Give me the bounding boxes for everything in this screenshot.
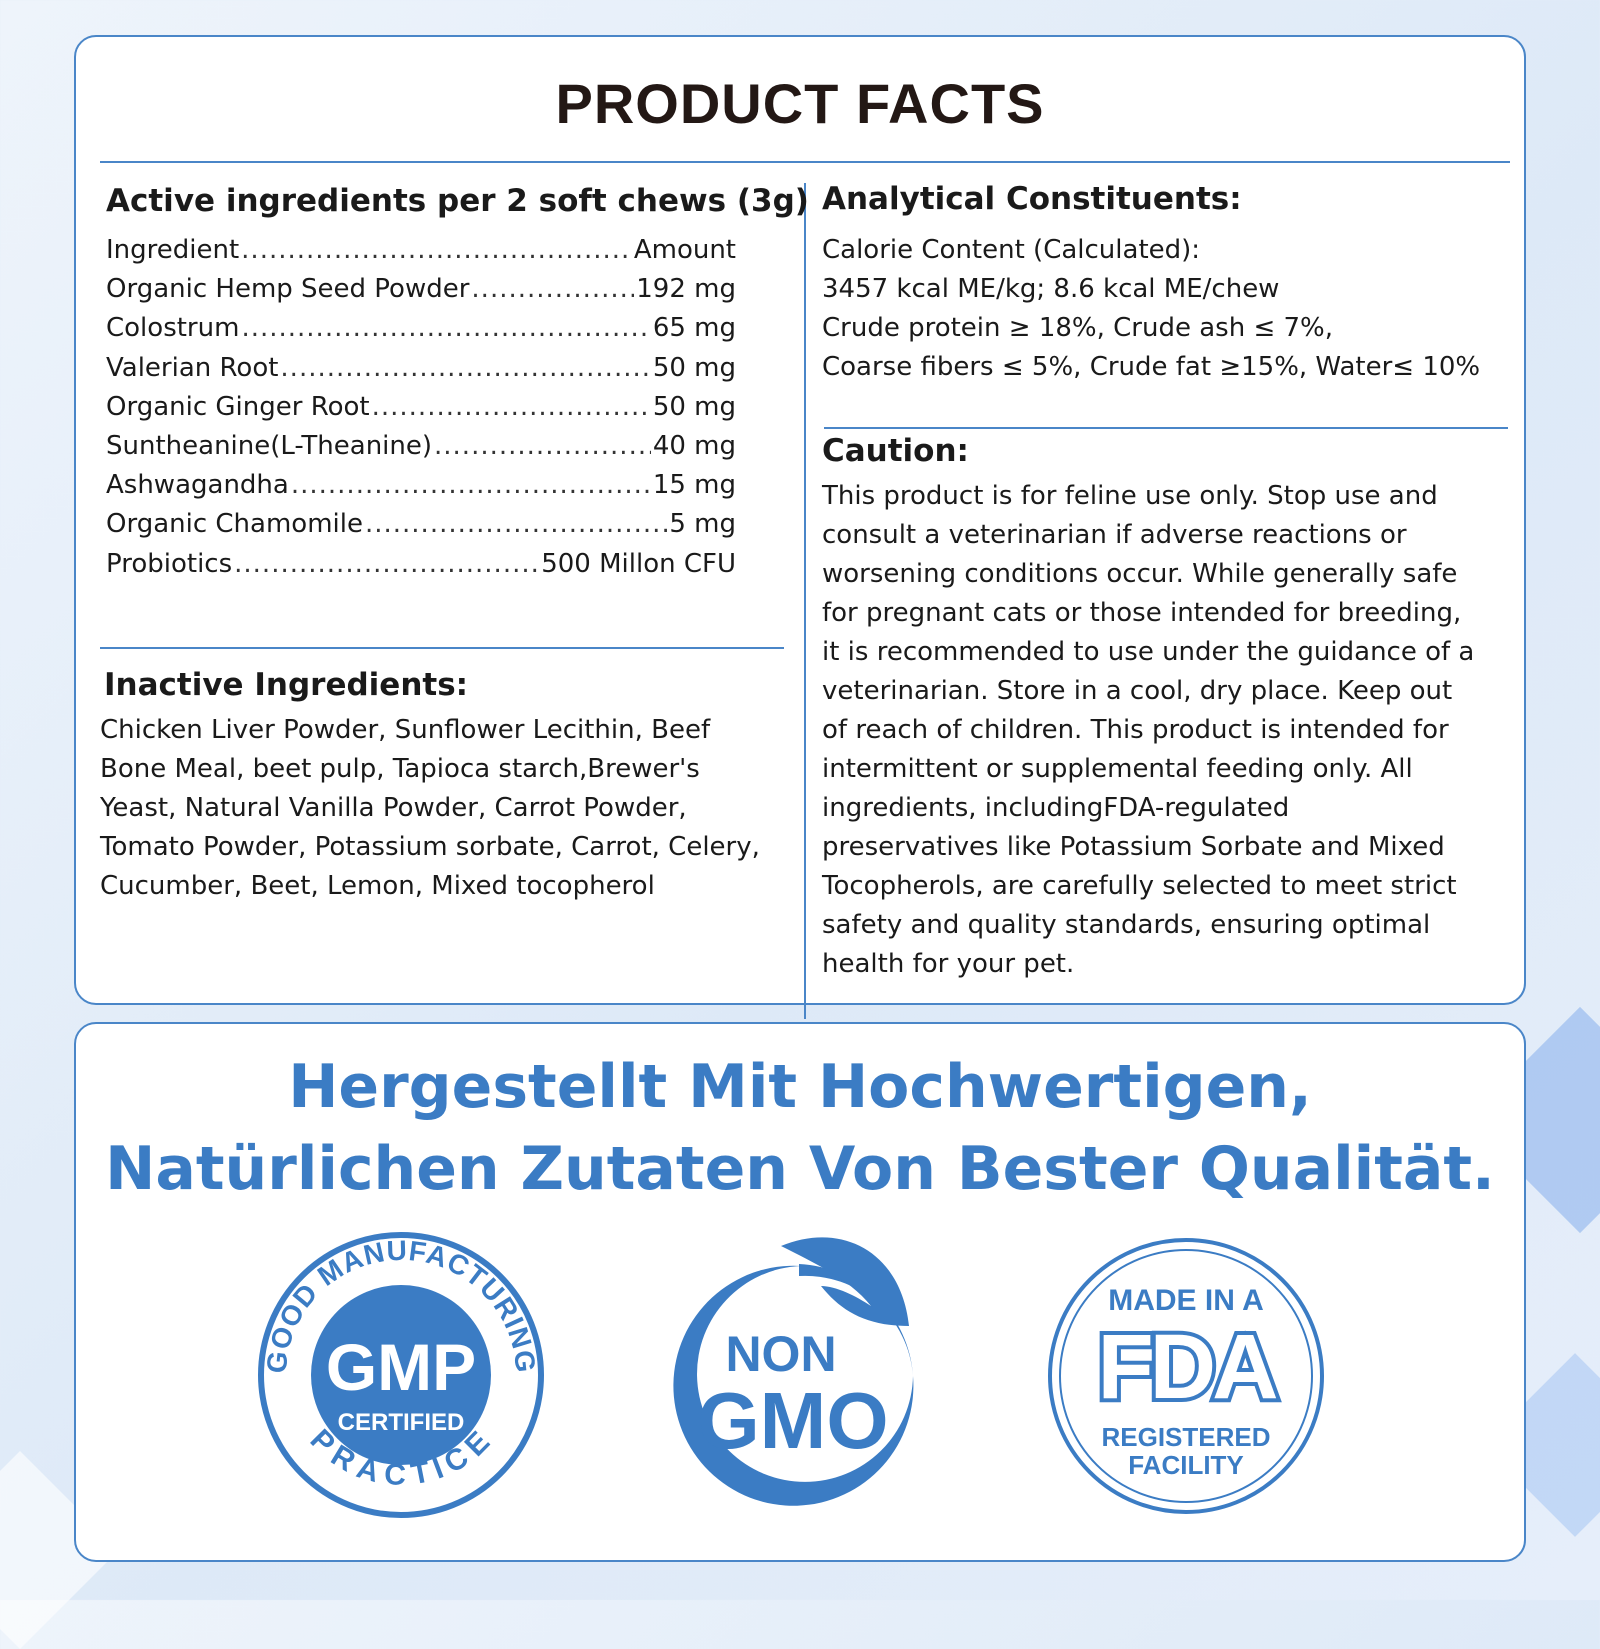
ingredient-row bbox=[106, 274, 736, 313]
text-line: Tomato Powder, Potassium sorbate, Carrot, Celery, bbox=[100, 832, 760, 862]
amount-column-header: Amount bbox=[633, 235, 736, 265]
dot-leader bbox=[234, 549, 539, 579]
dot-leader bbox=[365, 509, 667, 539]
column-divider bbox=[804, 183, 806, 1019]
ingredient-name: Organic Ginger Root bbox=[106, 391, 370, 422]
ingredient-name: Probiotics bbox=[106, 548, 233, 579]
dot-leader bbox=[241, 235, 632, 265]
text-line: Yeast, Natural Vanilla Powder, Carrot Powder, bbox=[100, 793, 687, 823]
dot-leader bbox=[291, 470, 651, 500]
ingredient-row bbox=[106, 470, 736, 509]
dot-leader bbox=[471, 274, 634, 304]
text-line: Coarse fibers ≤ 5%, Crude fat ≥15%, Water≤ 10% bbox=[822, 352, 1481, 382]
divider bbox=[824, 427, 1508, 429]
ingredient-amount: 50 mg bbox=[652, 391, 736, 422]
product-facts-card bbox=[74, 35, 1526, 1005]
text-line: Calorie Content (Calculated): bbox=[822, 235, 1201, 265]
ingredient-amount: 500 Millon CFU bbox=[541, 548, 736, 579]
dot-leader bbox=[241, 313, 650, 343]
ingredient-amount: 15 mg bbox=[652, 470, 736, 501]
ingredient-amount: 192 mg bbox=[636, 274, 736, 305]
ingredient-name: Suntheanine(L-Theanine) bbox=[106, 430, 433, 461]
page-title: PRODUCT FACTS bbox=[555, 72, 1045, 135]
ingredient-row bbox=[106, 549, 736, 588]
text-line: Tocopherols, are carefully selected to meet strict bbox=[822, 871, 1457, 901]
active-ingredients-table bbox=[106, 235, 736, 588]
caution-text bbox=[822, 477, 1512, 984]
ingredient-row bbox=[106, 353, 736, 392]
text-line: of reach of children. This product is intended for bbox=[822, 715, 1449, 745]
gmp-arc-bottom-text: PRACTICE bbox=[303, 1423, 499, 1493]
fda-registered-badge-icon bbox=[1046, 1236, 1326, 1516]
non-gmo-line-2: GMO bbox=[697, 1376, 889, 1465]
ingredient-header-row bbox=[106, 235, 736, 274]
caution-heading: Caution: bbox=[822, 433, 969, 469]
text-line: it is recommended to use under the guidance of a bbox=[822, 637, 1475, 667]
text-line: This product is for feline use only. Stop use and bbox=[822, 481, 1438, 511]
ingredient-amount: 40 mg bbox=[652, 430, 736, 461]
ingredient-row bbox=[106, 509, 736, 548]
gmp-certified-badge-icon bbox=[256, 1230, 546, 1520]
gmp-sub-text: CERTIFIED bbox=[337, 1409, 465, 1436]
inactive-ingredients-text bbox=[100, 711, 790, 906]
gmp-arc-top-text: GOOD MANUFACTURING bbox=[260, 1234, 542, 1375]
ingredient-name: Valerian Root bbox=[106, 352, 279, 383]
text-line: Crude protein ≥ 18%, Crude ash ≤ 7%, bbox=[822, 313, 1334, 343]
ingredient-amount: 65 mg bbox=[652, 313, 736, 344]
text-line: ingredients, includingFDA-regulated bbox=[822, 793, 1290, 823]
text-line: Bone Meal, beet pulp, Tapioca starch,Brewer's bbox=[100, 754, 700, 784]
ingredient-row bbox=[106, 431, 736, 470]
text-line: for pregnant cats or those intended for breeding, bbox=[822, 598, 1462, 628]
non-gmo-badge-icon bbox=[651, 1226, 931, 1526]
gmp-main-text: GMP bbox=[325, 1330, 477, 1404]
divider bbox=[100, 161, 1510, 163]
fda-bottom-text-2: FACILITY bbox=[1128, 1450, 1244, 1480]
ingredient-amount: 50 mg bbox=[652, 352, 736, 383]
ingredient-row bbox=[106, 392, 736, 431]
fda-bottom-text-1: REGISTERED bbox=[1101, 1422, 1271, 1452]
divider bbox=[100, 647, 784, 649]
quality-card bbox=[74, 1022, 1526, 1562]
non-gmo-line-1: NON bbox=[725, 1326, 837, 1382]
text-line: safety and quality standards, ensuring optimal bbox=[822, 910, 1431, 940]
active-ingredients-heading: Active ingredients per 2 soft chews (3g) bbox=[106, 183, 809, 219]
dot-leader bbox=[372, 392, 651, 422]
text-line: veterinarian. Store in a cool, dry place. Keep out bbox=[822, 676, 1453, 706]
ingredient-name: Organic Chamomile bbox=[106, 509, 363, 540]
quality-headline-line-1: Hergestellt Mit Hochwertigen, bbox=[288, 1052, 1312, 1122]
text-line: worsening conditions occur. While generally safe bbox=[822, 559, 1458, 589]
analytical-constituents-text bbox=[822, 231, 1512, 387]
ingredient-column-header: Ingredient bbox=[106, 235, 240, 265]
text-line: 3457 kcal ME/kg; 8.6 kcal ME/chew bbox=[822, 274, 1280, 304]
inactive-ingredients-heading: Inactive Ingredients: bbox=[104, 667, 469, 703]
text-line: intermittent or supplemental feeding only. All bbox=[822, 754, 1413, 784]
ingredient-row bbox=[106, 313, 736, 352]
text-line: Chicken Liver Powder, Sunflower Lecithin, Beef bbox=[100, 715, 711, 745]
quality-headline-line-2: Natürlichen Zutaten Von Bester Qualität. bbox=[105, 1134, 1495, 1204]
ingredient-name: Colostrum bbox=[106, 313, 240, 344]
text-line: preservatives like Potassium Sorbate and Mixed bbox=[822, 832, 1445, 862]
text-line: health for your pet. bbox=[822, 949, 1075, 979]
dot-leader bbox=[280, 353, 650, 383]
analytical-constituents-heading: Analytical Constituents: bbox=[822, 181, 1242, 217]
dot-leader bbox=[434, 431, 651, 461]
text-line: Cucumber, Beet, Lemon, Mixed tocopherol bbox=[100, 871, 655, 901]
ingredient-amount: 5 mg bbox=[669, 509, 736, 540]
ingredient-name: Ashwagandha bbox=[106, 470, 289, 501]
fda-top-text: MADE IN A bbox=[1108, 1284, 1264, 1317]
text-line: consult a veterinarian if adverse reactions or bbox=[822, 520, 1407, 550]
ingredient-name: Organic Hemp Seed Powder bbox=[106, 274, 470, 305]
fda-main-text: FDA bbox=[1097, 1316, 1275, 1418]
